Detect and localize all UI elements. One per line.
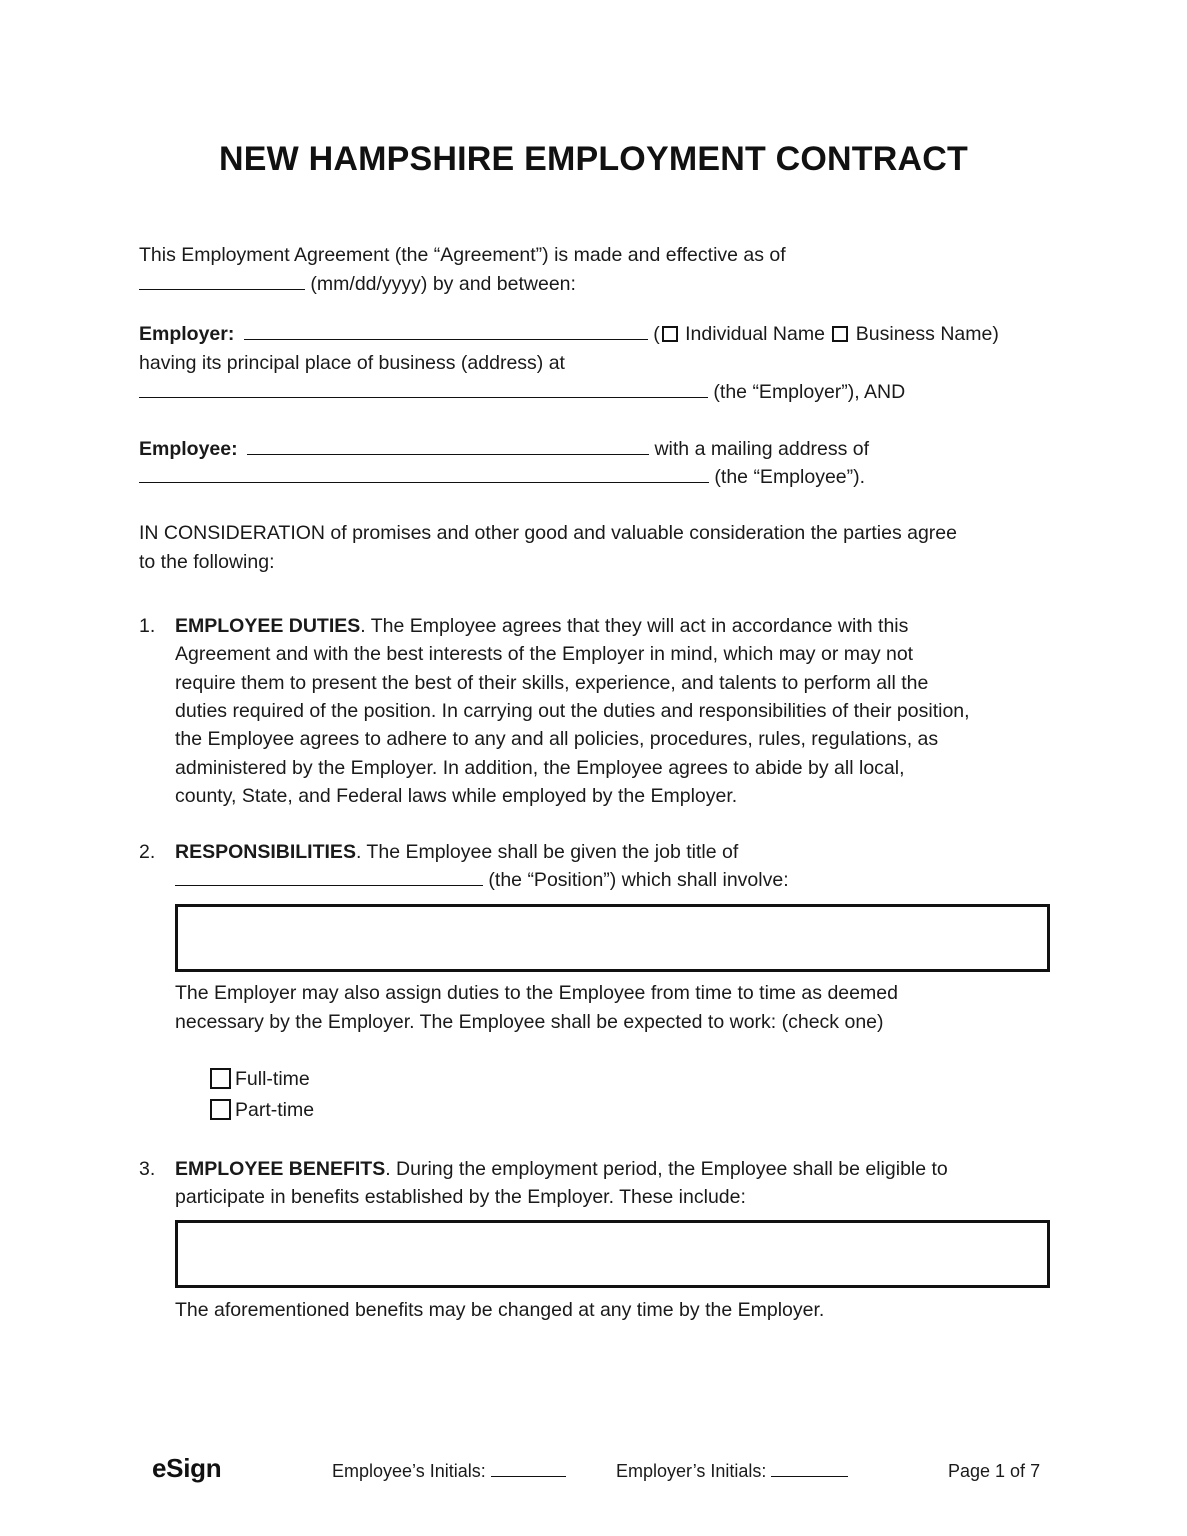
part-time-label: Part-time (235, 1099, 315, 1121)
employee-address-field[interactable] (139, 463, 709, 483)
section-1-line: require them to present the best of their skills, experience, and talents to perform all the (175, 672, 929, 694)
section-1-line: the Employee agrees to adhere to any and all policies, procedures, rules, regulations, as (175, 728, 939, 750)
section-2-heading: RESPONSIBILITIES (175, 841, 356, 863)
individual-name-label: Individual Name (685, 323, 825, 345)
individual-name-checkbox[interactable] (662, 326, 678, 342)
employer-address-text: having its principal place of business (address) at (139, 352, 565, 374)
employee-suffix: (the “Employee”). (714, 466, 866, 488)
employer-suffix: (the “Employer”), AND (713, 381, 906, 403)
employer-address-field[interactable] (139, 378, 708, 398)
intro-line-1: This Employment Agreement (the “Agreement”) is made and effective as of (139, 244, 786, 266)
employer-label: Employer: (139, 323, 235, 345)
section-2-number: 2. (139, 841, 156, 863)
position-suffix: (the “Position”) which shall involve: (488, 869, 789, 891)
employer-line (139, 320, 999, 349)
date-format-text: (mm/dd/yyyy) by and between: (310, 273, 576, 295)
full-time-checkbox[interactable] (210, 1068, 231, 1089)
section-3-number: 3. (139, 1158, 156, 1180)
section-1-heading: EMPLOYEE DUTIES (175, 615, 361, 637)
employer-initials-field[interactable] (771, 1460, 848, 1477)
employer-name-field[interactable] (244, 320, 648, 340)
employee-initials (332, 1458, 566, 1484)
business-name-checkbox[interactable] (832, 326, 848, 342)
position-title-field[interactable] (175, 866, 483, 886)
full-time-label: Full-time (235, 1068, 310, 1090)
part-time-checkbox[interactable] (210, 1099, 231, 1120)
employee-name-field[interactable] (247, 435, 649, 455)
section-1-line: county, State, and Federal laws while employed by the Employer. (175, 785, 738, 807)
section-1-first-line (175, 612, 908, 641)
section-3-line-2: participate in benefits established by the Employer. These include: (175, 1186, 746, 1208)
section-3-heading: EMPLOYEE BENEFITS (175, 1158, 386, 1180)
employee-mailing-text: with a mailing address of (654, 438, 870, 460)
position-line (175, 866, 789, 895)
intro-line-2 (139, 270, 576, 299)
section-1-line: administered by the Employer. In addition, the Employee agrees to abide by all local, (175, 757, 905, 779)
employer-initials (616, 1458, 848, 1484)
section-1-line: duties required of the position. In carrying out the duties and responsibilities of their position, (175, 700, 970, 722)
effective-date-field[interactable] (139, 270, 305, 290)
employee-initials-label: Employee’s Initials: (332, 1461, 486, 1481)
business-name-label: Business Name) (855, 323, 999, 345)
section-2-after-line-2: necessary by the Employer. The Employee shall be expected to work: (check one) (175, 1011, 884, 1033)
full-time-option[interactable] (208, 1065, 310, 1094)
section-3-text: . During the employment period, the Employee shall be eligible to (385, 1158, 948, 1180)
open-paren: ( (653, 323, 660, 345)
section-3-first-line (175, 1155, 948, 1184)
section-2-first-line (175, 838, 738, 867)
part-time-option[interactable] (208, 1096, 314, 1125)
esign-logo: eSign (152, 1453, 222, 1483)
employee-label: Employee: (139, 438, 238, 460)
employee-address-line (139, 463, 865, 492)
section-2-after-line-1: The Employer may also assign duties to the Employee from time to time as deemed (175, 982, 898, 1004)
section-1-number: 1. (139, 615, 156, 637)
employer-address-line (139, 378, 905, 407)
responsibilities-textbox[interactable] (175, 904, 1050, 972)
section-1-line: Agreement and with the best interests of the Employer in mind, which may or may not (175, 643, 914, 665)
consideration-line-1: IN CONSIDERATION of promises and other good and valuable consideration the parties agree (139, 522, 957, 544)
section-2-text: . The Employee shall be given the job title of (355, 841, 739, 863)
employer-initials-label: Employer’s Initials: (616, 1461, 767, 1481)
document-title: NEW HAMPSHIRE EMPLOYMENT CONTRACT (219, 140, 968, 178)
employee-line (139, 435, 869, 464)
benefits-textbox[interactable] (175, 1220, 1050, 1288)
section-3-after: The aforementioned benefits may be changed at any time by the Employer. (175, 1299, 825, 1321)
section-1-text: . The Employee agrees that they will act in accordance with this (360, 615, 909, 637)
consideration-line-2: to the following: (139, 551, 275, 573)
page-number: Page 1 of 7 (948, 1461, 1041, 1481)
employee-initials-field[interactable] (491, 1460, 566, 1477)
